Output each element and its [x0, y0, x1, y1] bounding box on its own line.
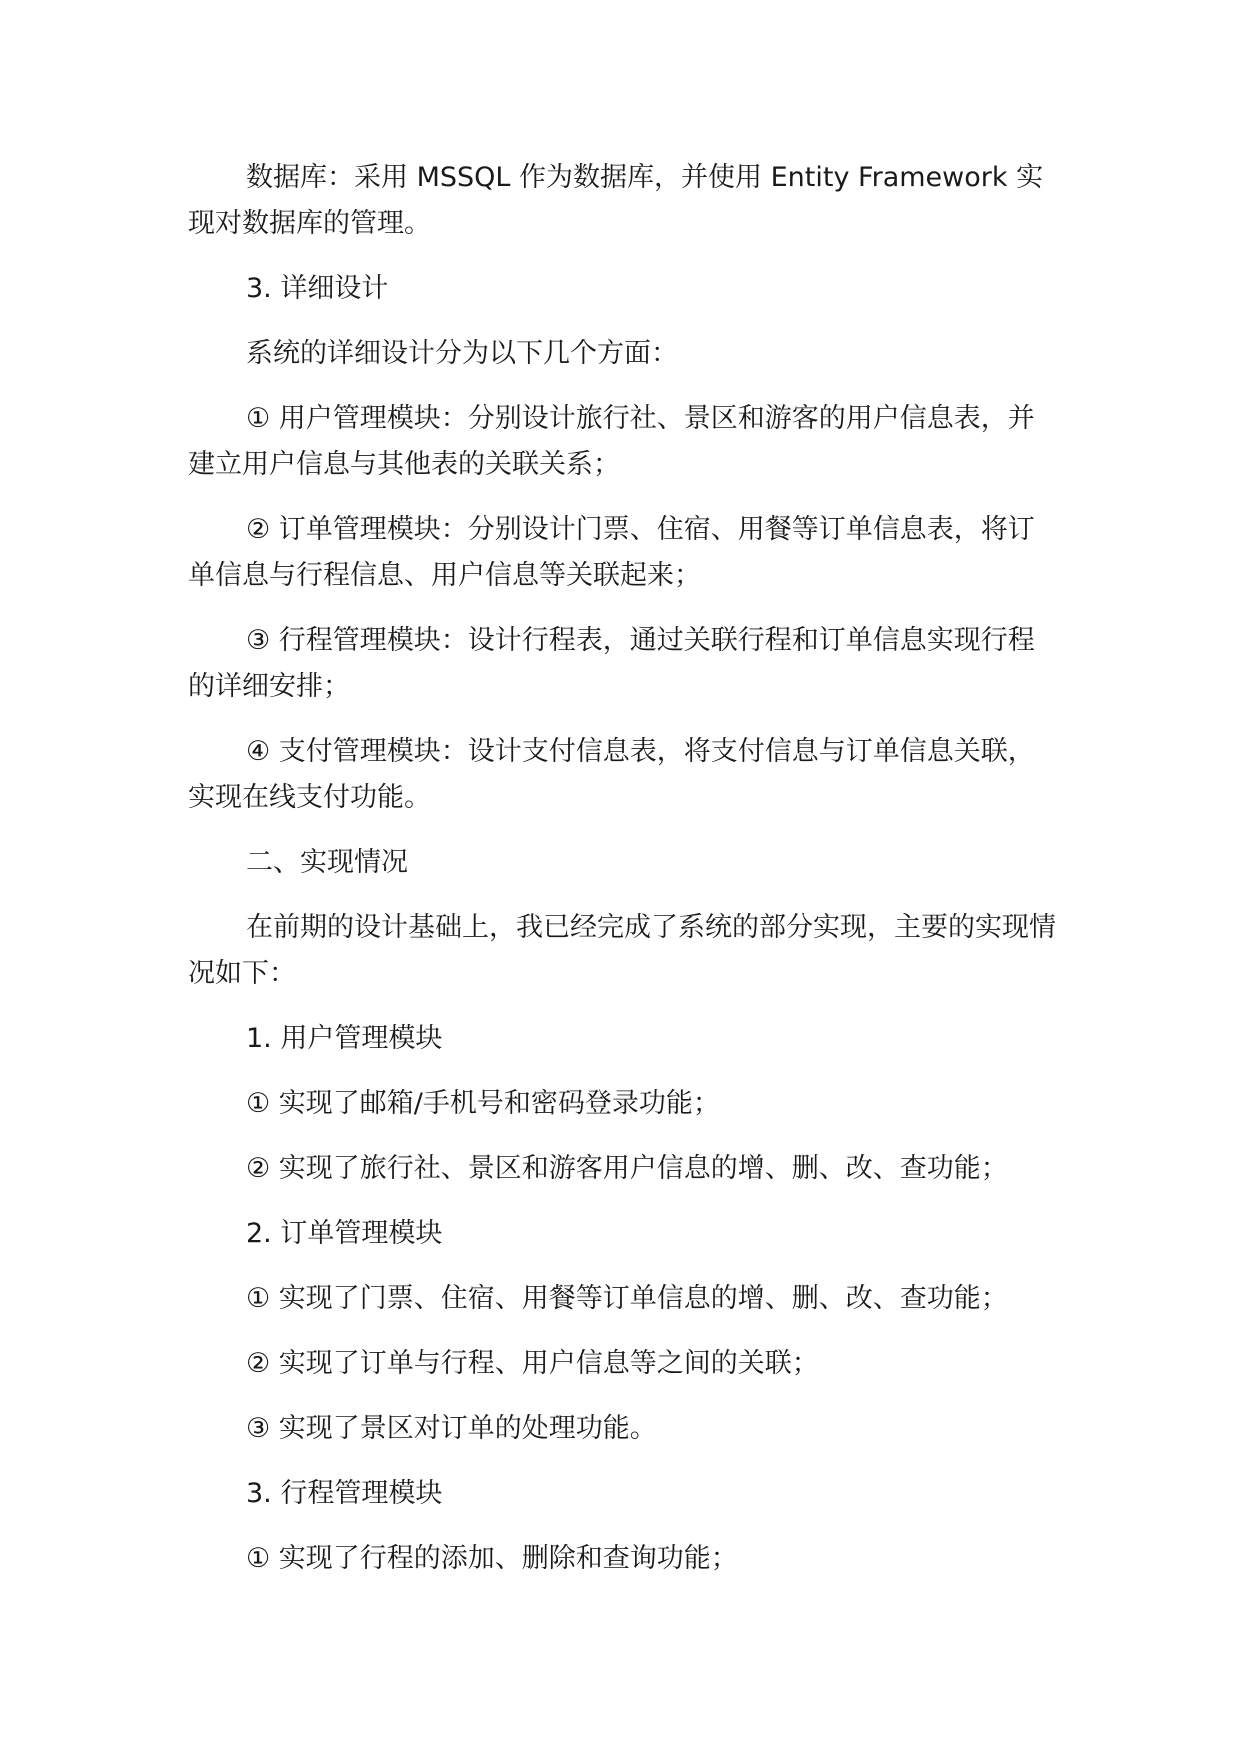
- list-item-order-crud: ① 实现了门票、住宿、用餐等订单信息的增、删、改、查功能；: [246, 1283, 1008, 1314]
- list-item-user-crud: ② 实现了旅行社、景区和游客用户信息的增、删、改、查功能；: [246, 1153, 1008, 1184]
- paragraph-implementation-intro: 在前期的设计基础上，我已经完成了系统的部分实现，主要的实现情况如下：: [188, 912, 1056, 989]
- paragraph-payment-module-design: ④ 支付管理模块：设计支付信息表，将支付信息与订单信息关联，实现在线支付功能。: [188, 736, 1035, 813]
- paragraph-design-intro: 系统的详细设计分为以下几个方面：: [246, 338, 678, 369]
- document-body: [188, 155, 1058, 1582]
- list-item-itinerary-functions: ① 实现了行程的添加、删除和查询功能；: [246, 1543, 738, 1574]
- list-item-login: ① 实现了邮箱/手机号和密码登录功能；: [246, 1088, 720, 1119]
- heading-user-module: 1. 用户管理模块: [246, 1023, 443, 1054]
- paragraph-itinerary-module-design: ③ 行程管理模块：设计行程表，通过关联行程和订单信息实现行程的详细安排；: [188, 625, 1035, 702]
- heading-itinerary-module: 3. 行程管理模块: [246, 1478, 443, 1509]
- list-item-order-association: ② 实现了订单与行程、用户信息等之间的关联；: [246, 1348, 819, 1379]
- paragraph-user-module-design: ① 用户管理模块：分别设计旅行社、景区和游客的用户信息表，并建立用户信息与其他表的关联关系；: [188, 403, 1035, 480]
- heading-order-module: 2. 订单管理模块: [246, 1218, 443, 1249]
- heading-detailed-design: 3. 详细设计: [246, 273, 389, 304]
- paragraph-order-module-design: ② 订单管理模块：分别设计门票、住宿、用餐等订单信息表，将订单信息与行程信息、用户信息等关联起来；: [188, 514, 1035, 591]
- heading-implementation: 二、实现情况: [246, 847, 408, 878]
- paragraph-database: 数据库：采用 MSSQL 作为数据库，并使用 Entity Framework 实现对数据库的管理。: [188, 162, 1044, 239]
- list-item-order-processing: ③ 实现了景区对订单的处理功能。: [246, 1413, 657, 1444]
